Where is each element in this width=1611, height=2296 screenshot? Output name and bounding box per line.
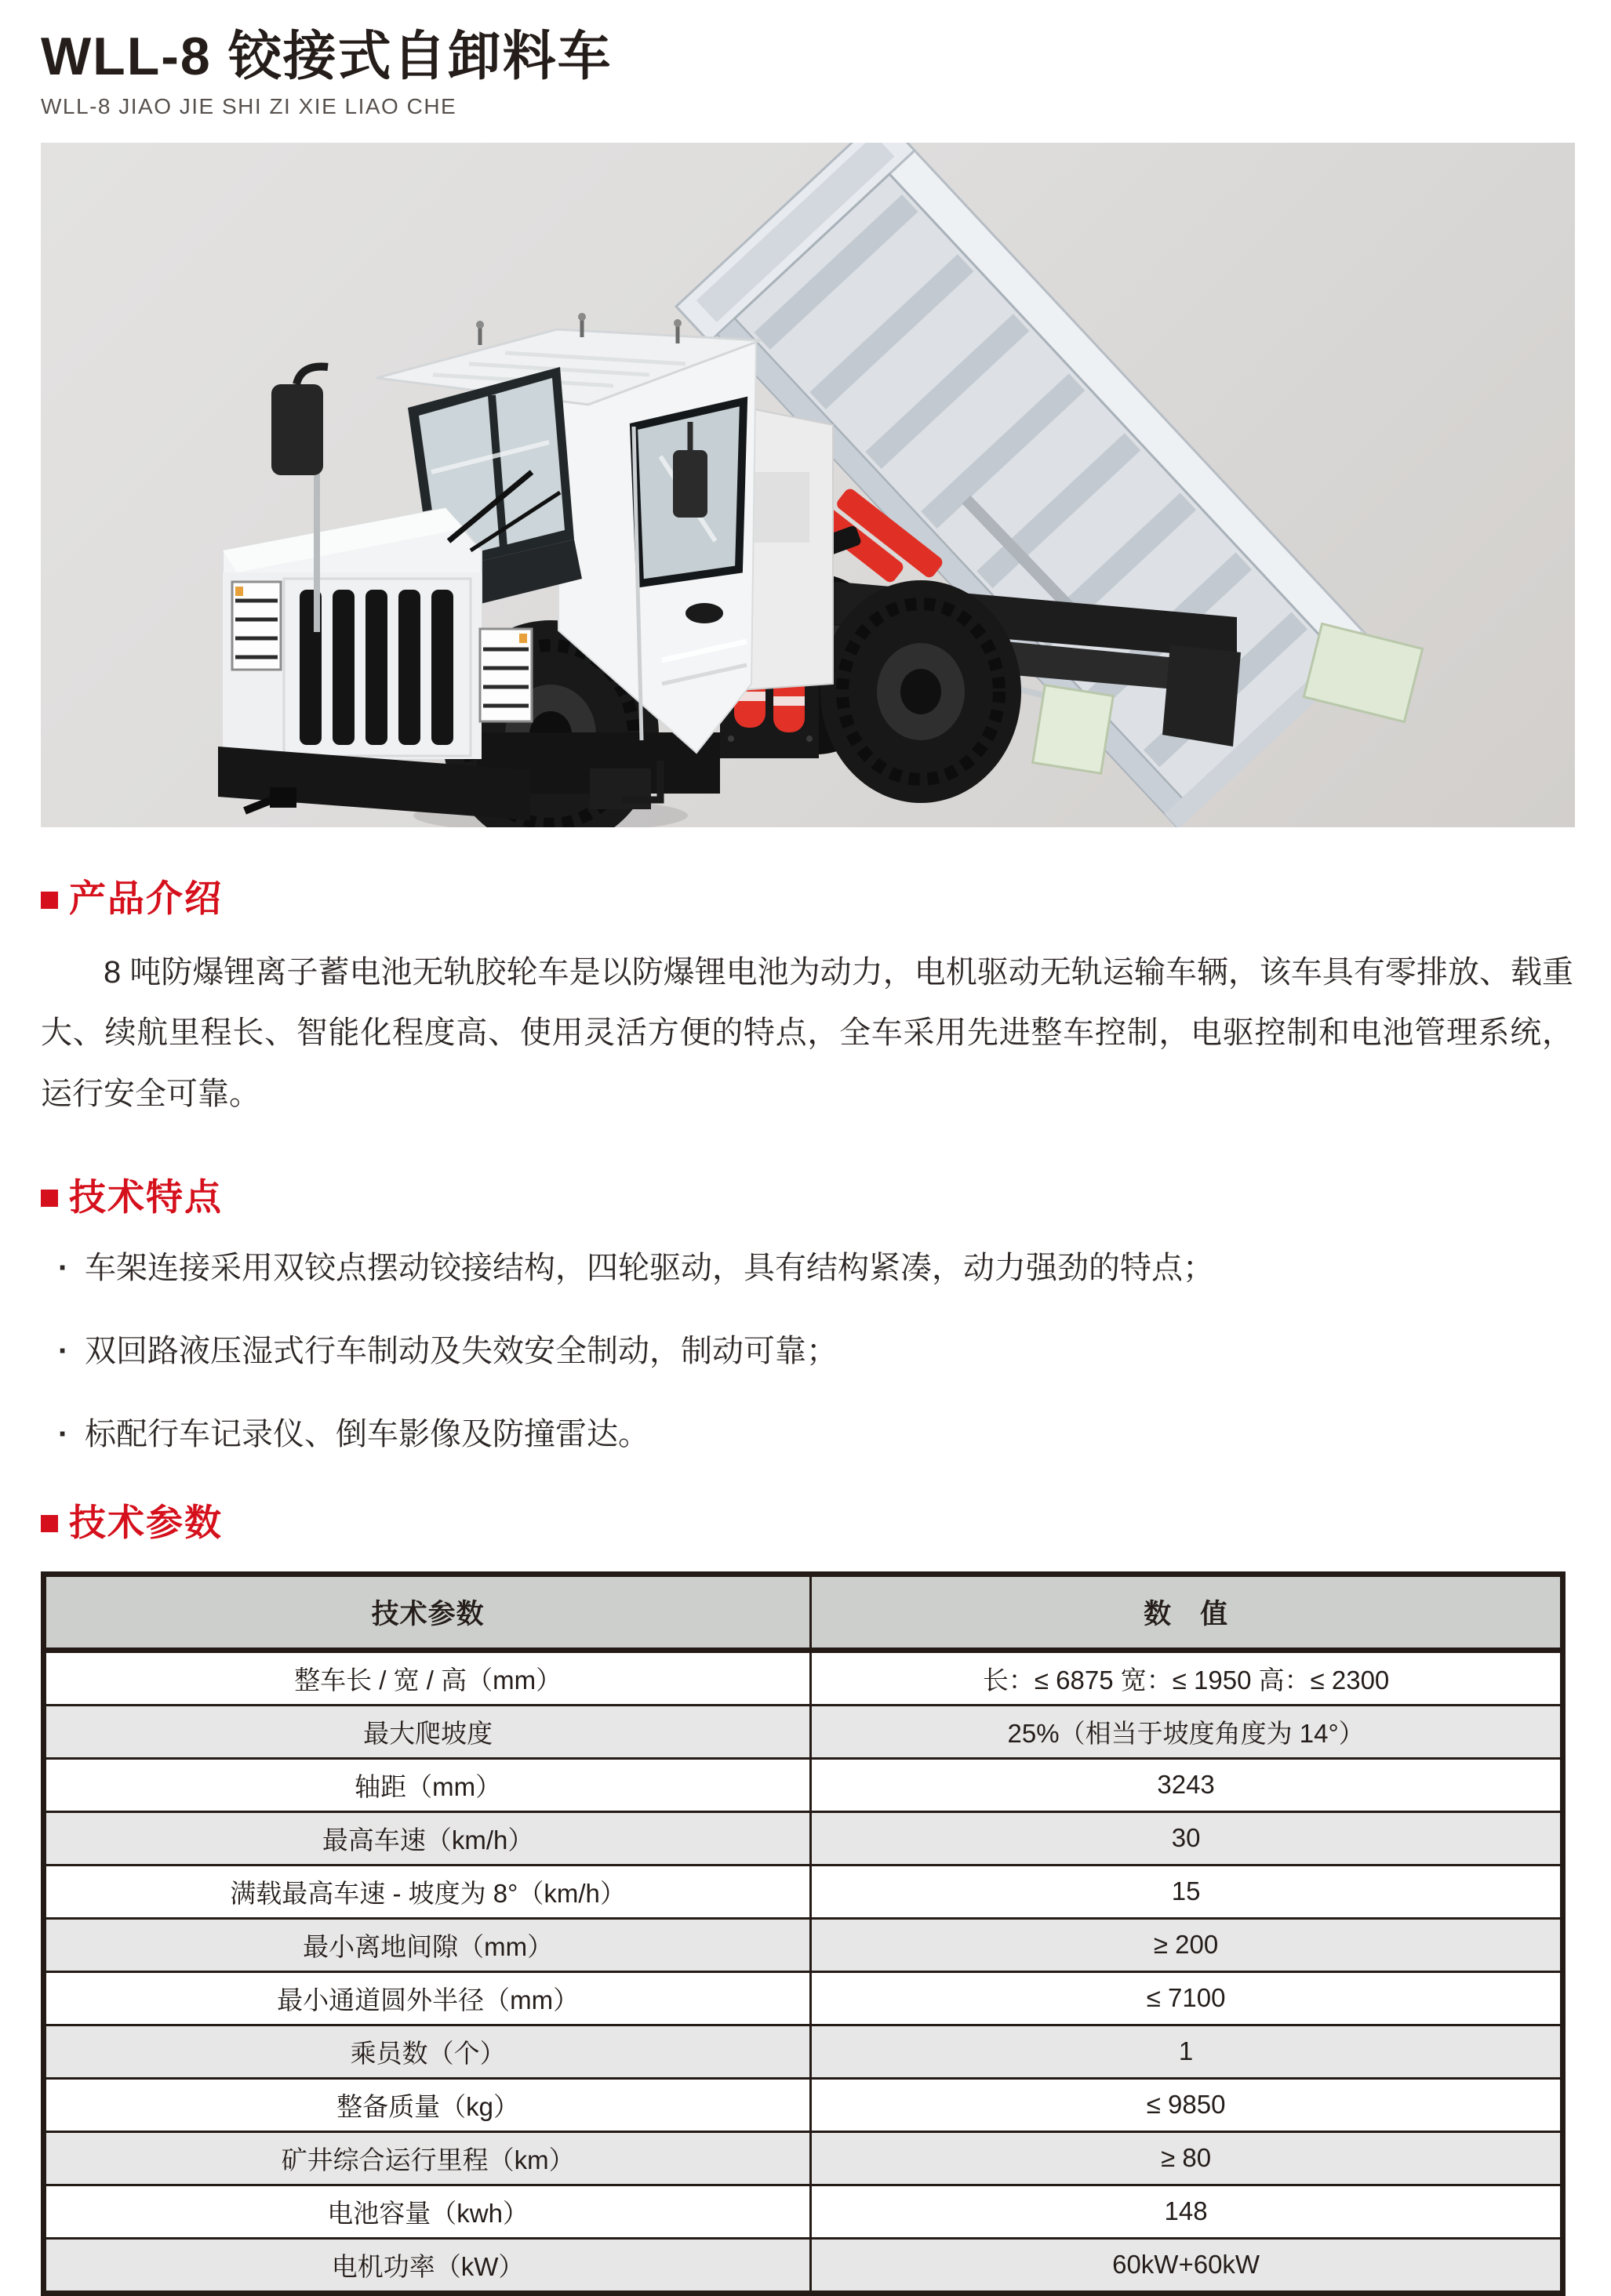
table-row <box>44 1865 1563 1918</box>
table-row <box>44 2078 1563 2131</box>
table-row <box>44 2025 1563 2078</box>
spec-value-cell: ≤ 7100 <box>811 1971 1563 2025</box>
headlight-right <box>480 629 532 721</box>
spec-value-cell: ≤ 9850 <box>811 2078 1563 2131</box>
spec-name-cell: 最小离地间隙（mm） <box>44 1918 811 1971</box>
table-row <box>44 1811 1563 1865</box>
feature-text: 标配行车记录仪、倒车影像及防撞雷达。 <box>85 1416 649 1451</box>
col-header-value: 数 值 <box>811 1574 1563 1650</box>
table-row <box>44 1705 1563 1758</box>
intro-paragraph: 8 吨防爆锂离子蓄电池无轨胶轮车是以防爆锂电池为动力，电机驱动无轨运输车辆，该车具有零排放、载重大、续航里程长、智能化程度高、使用灵活方便的特点，全车采用先进整车控制，电驱控制和电池管理系统，运行安全可靠。 <box>41 955 1573 1111</box>
page-subtitle: WLL-8 JIAO JIE SHI ZI XIE LIAO CHE <box>41 94 457 119</box>
section-heading-text: 技术参数 <box>69 1501 223 1543</box>
section-features-heading <box>41 1168 1573 1221</box>
specs-table <box>41 1571 1566 2296</box>
spec-value-cell: 长：≤ 6875 宽：≤ 1950 高：≤ 2300 <box>811 1650 1563 1705</box>
section-intro-heading <box>41 870 1573 922</box>
features-list <box>41 1244 1573 1458</box>
spec-name-cell: 最大爬坡度 <box>44 1705 811 1758</box>
table-row <box>44 1758 1563 1811</box>
feature-item <box>58 1411 1573 1458</box>
red-square-bullet <box>41 1190 58 1207</box>
feature-item <box>58 1328 1573 1375</box>
table-row <box>44 1971 1563 2025</box>
feature-item <box>58 1244 1573 1292</box>
spec-value-cell: 148 <box>811 2185 1563 2238</box>
table-row <box>44 2131 1563 2185</box>
col-header-parameter: 技术参数 <box>44 1574 811 1650</box>
spec-value-cell: 1 <box>811 2025 1563 2078</box>
red-square-bullet <box>41 892 58 909</box>
spec-name-cell: 整车长 / 宽 / 高（mm） <box>44 1650 811 1705</box>
spec-value-cell: 25%（相当于坡度角度为 14°） <box>811 1705 1563 1758</box>
spec-value-cell: 15 <box>811 1865 1563 1918</box>
table-row <box>44 2185 1563 2238</box>
page-title: WLL-8 铰接式自卸料车 <box>41 27 613 86</box>
bullet-dot: · <box>58 1416 69 1451</box>
bullet-dot: · <box>58 1250 69 1285</box>
table-row <box>44 2238 1563 2293</box>
spec-name-cell: 整备质量（kg） <box>44 2078 811 2131</box>
spec-name-cell: 满载最高车速 - 坡度为 8°（km/h） <box>44 1865 811 1918</box>
spec-name-cell: 电机功率（kW） <box>44 2238 811 2293</box>
headlight-left <box>232 582 281 670</box>
spec-value-cell: 60kW+60kW <box>811 2238 1563 2293</box>
spec-value-cell: 3243 <box>811 1758 1563 1811</box>
section-specs-heading <box>41 1494 1573 1546</box>
spec-name-cell: 矿井综合运行里程（km） <box>44 2131 811 2185</box>
spec-name-cell: 电池容量（kwh） <box>44 2185 811 2238</box>
spec-name-cell: 最小通道圆外半径（mm） <box>44 1971 811 2025</box>
spec-name-cell: 轴距（mm） <box>44 1758 811 1811</box>
truck-illustration <box>41 143 1575 827</box>
section-heading-text: 产品介绍 <box>69 877 223 920</box>
spec-value-cell: 30 <box>811 1811 1563 1865</box>
spec-name-cell: 乘员数（个） <box>44 2025 811 2078</box>
red-square-bullet <box>41 1515 58 1532</box>
rear-wheel <box>820 580 1021 803</box>
feature-text: 车架连接采用双铰点摆动铰接结构，四轮驱动，具有结构紧凑，动力强劲的特点； <box>85 1250 1214 1285</box>
table-row <box>44 1650 1563 1705</box>
table-row <box>44 1918 1563 1971</box>
feature-text: 双回路液压湿式行车制动及失效安全制动，制动可靠； <box>85 1333 838 1368</box>
spec-name-cell: 最高车速（km/h） <box>44 1811 811 1865</box>
section-heading-text: 技术特点 <box>69 1175 223 1218</box>
spec-value-cell: ≥ 80 <box>811 2131 1563 2185</box>
bullet-dot: · <box>58 1333 69 1368</box>
product-image <box>41 143 1575 827</box>
spec-value-cell: ≥ 200 <box>811 1918 1563 1971</box>
table-header-row <box>44 1574 1563 1650</box>
